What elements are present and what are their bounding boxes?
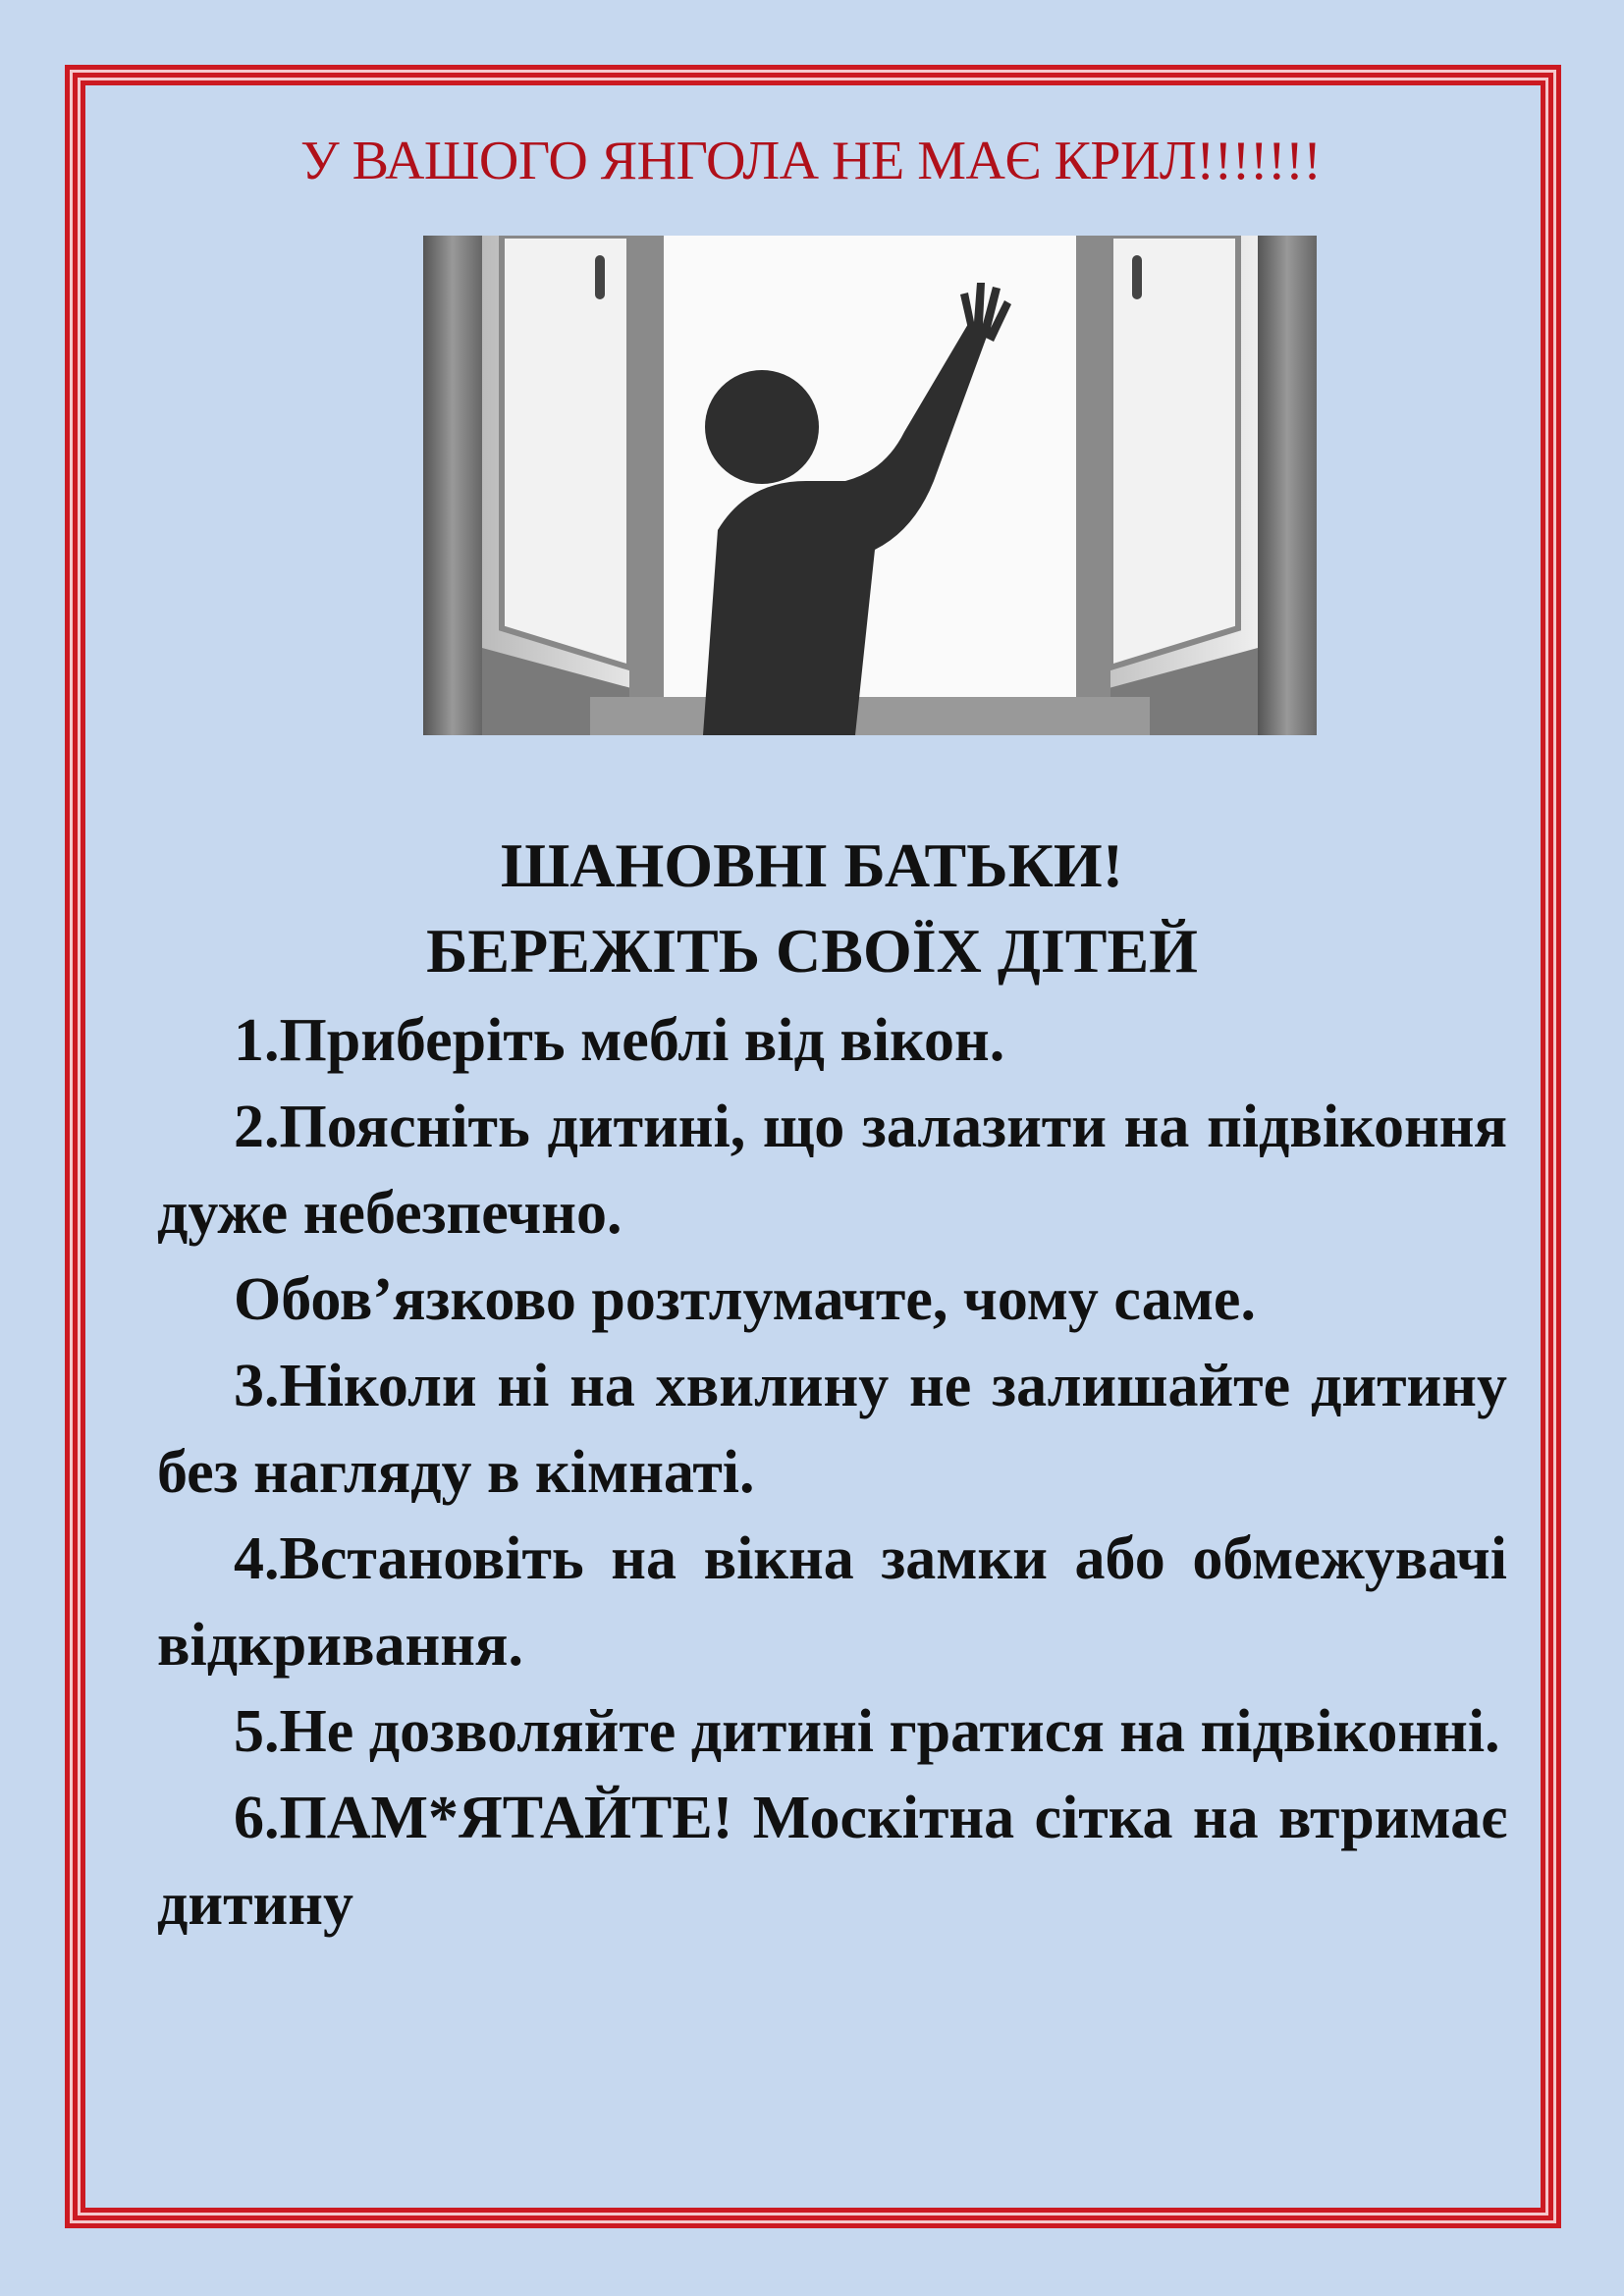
child-at-window-photo xyxy=(423,236,1317,735)
poster-title: У ВАШОГО ЯНГОЛА НЕ МАЄ КРИЛ!!!!!!! xyxy=(300,131,1322,191)
safety-tips-list xyxy=(157,997,1507,1948)
tip-4: 4.Встановіть на вікна замки або обмежувачі відкривання. xyxy=(157,1525,1507,1679)
tip-1: 1.Приберіть меблі від вікон. xyxy=(234,1007,1005,1074)
tip-2: 2.Поясніть дитині, що залазити на підвіконня дуже небезпечно. xyxy=(157,1094,1507,1247)
heading-line-1: ШАНОВНІ БАТЬКИ! xyxy=(501,830,1123,900)
tip-5: 5.Не дозволяйте дитині гратися на підвіконні. xyxy=(234,1698,1500,1765)
tip-3: 3.Ніколи ні на хвилину не залишайте дитину без нагляду в кімнаті. xyxy=(157,1353,1507,1506)
heading-line-2: БЕРЕЖІТЬ СВОЇХ ДІТЕЙ xyxy=(426,916,1198,986)
tip-2-note: Обов’язково розтлумачте, чому саме. xyxy=(234,1266,1256,1333)
tip-6: 6.ПАМ*ЯТАЙТЕ! Москітна сітка на втримає дитину xyxy=(157,1785,1507,1938)
